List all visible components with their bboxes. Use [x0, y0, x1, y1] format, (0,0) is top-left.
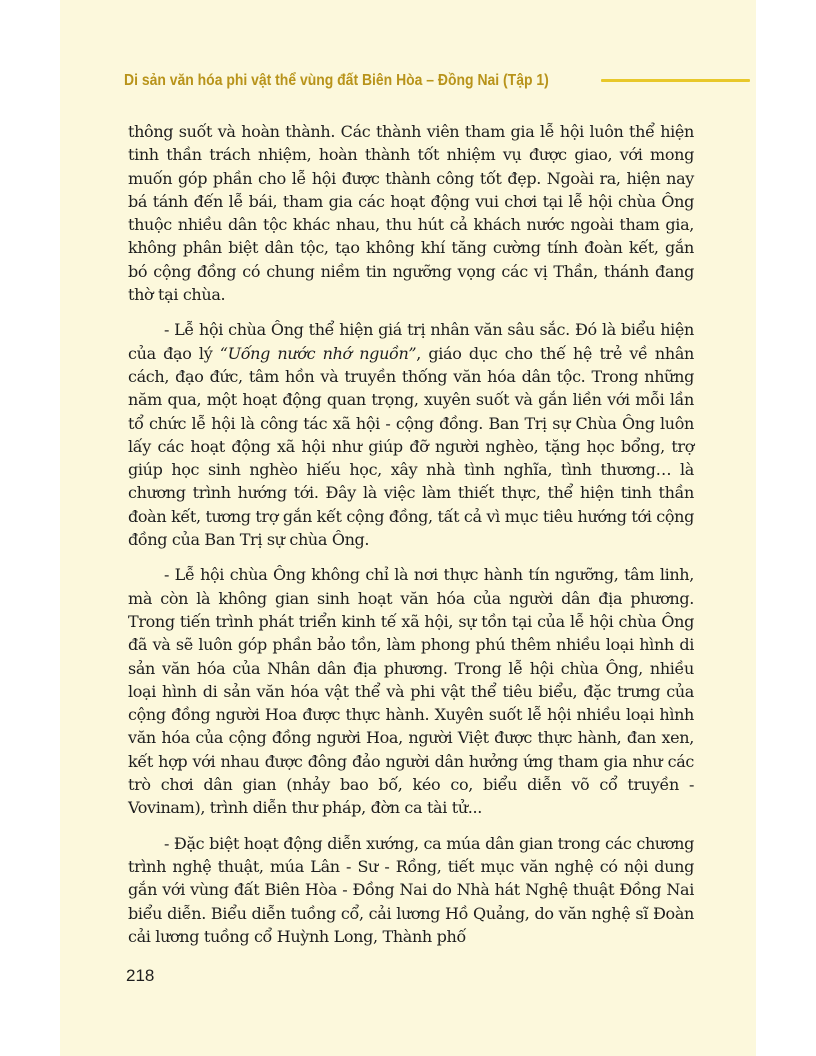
book-title: Di sản văn hóa phi vật thể vùng đất Biên Hòa – Đồng Nai (Tập 1): [124, 72, 549, 89]
header-rule-divider: [601, 79, 750, 82]
paragraph-1: [128, 120, 694, 306]
paragraph-text: thông suốt và hoàn thành. Các thành viên tham gia lễ hội luôn thể hiện tinh thần trách nhiệm, hoàn thành tốt nhiệm vụ được giao, với mong muốn góp phần cho lễ hội được thành công tốt đẹp. Ngoài ra, hiện nay bá tánh đến lễ bái, tham gia các hoạt động vui chơi tại lễ hội chùa Ông thuộc nhiều dân tộc khác nhau, thu hút cả khách nước ngoài tham gia, không phân biệt dân tộc, tạo không khí tăng cường tính đoàn kết, gắn bó cộng đồng có chung niềm tin ngưỡng vọng các vị Thần, thánh đang thờ tại chùa.: [128, 122, 694, 305]
page-number: 218: [126, 966, 155, 985]
paragraph-2: [128, 318, 694, 551]
paragraph-3: [128, 563, 694, 819]
paragraph-4: [128, 832, 694, 948]
page-body: [128, 120, 694, 948]
paragraph-text: - Đặc biệt hoạt động diễn xướng, ca múa dân gian trong các chương trình nghệ thuật, múa Lân - Sư - Rồng, tiết mục văn nghệ có nội dung gắn với vùng đất Biên Hòa - Đồng Nai do Nhà hát Nghệ thuật Đồng Nai biểu diễn. Biểu diễn tuồng cổ, cải lương Hồ Quảng, do văn nghệ sĩ Đoàn cải lương tuồng cổ Huỳnh Long, Thành phố: [128, 833, 694, 946]
paragraph-text: - Lễ hội chùa Ông không chỉ là nơi thực hành tín ngưỡng, tâm linh, mà còn là không gian sinh hoạt văn hóa của người dân địa phương. Trong tiến trình phát triển kinh tế xã hội, sự tồn tại của lễ hội chùa Ông đã và sẽ luôn góp phần bảo tồn, làm phong phú thêm nhiều loại hình di sản văn hóa của Nhân dân địa phương. Trong lễ hội chùa Ông, nhiều loại hình di sản văn hóa vật thể và phi vật thể tiêu biểu, đặc trưng của cộng đồng người Hoa được thực hành. Xuyên suốt lễ hội nhiều loại hình văn hóa của cộng đồng người Hoa, người Việt được thực hành, đan xen, kết hợp với nhau được đông đảo người dân hưởng ứng tham gia như các trò chơi dân gian (nhảy bao bố, kéo co, biểu diễn võ cổ truyền - Vovinam), trình diễn thư pháp, đờn ca tài tử...: [128, 565, 694, 818]
running-header: [124, 68, 750, 94]
book-page: [60, 0, 756, 1056]
paragraph-text: - Lễ hội chùa Ông thể hiện giá trị nhân văn sâu sắc. Đó là biểu hiện của đạo lý: [128, 320, 694, 363]
paragraph-text: , giáo dục cho thế hệ trẻ về nhân cách, đạo đức, tâm hồn và truyền thống văn hóa dân tộc. Trong những năm qua, một hoạt động quan trọng, xuyên suốt và gắn liền với mỗi lần tổ chức lễ hội là công tác xã hội - cộng đồng. Ban Trị sự Chùa Ông luôn lấy các hoạt động xã hội như giúp đỡ người nghèo, tặng học bổng, trợ giúp học sinh nghèo hiếu học, xây nhà tình nghĩa, tình thương… là chương trình hướng tới. Đây là việc làm thiết thực, thể hiện tinh thần đoàn kết, tương trợ gắn kết cộng đồng, tất cả vì mục tiêu hướng tới cộng đồng của Ban Trị sự chùa Ông.: [128, 343, 694, 550]
quoted-proverb: “Uống nước nhớ nguồn”: [219, 343, 417, 363]
